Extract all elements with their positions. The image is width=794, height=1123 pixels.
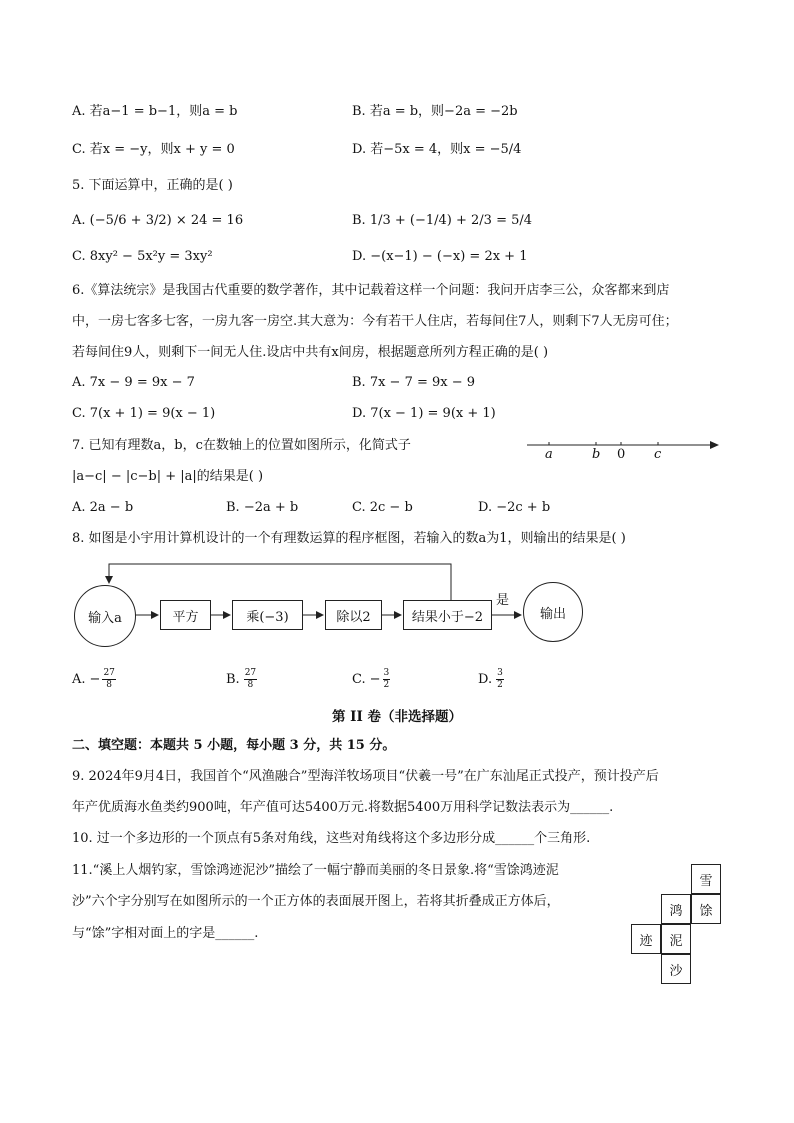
- q10-line1: 10. 过一个多边形的一个顶点有5条对角线，这些对角线将这个多边形分成______个三角形.: [72, 831, 591, 846]
- q11-line2: 沙”六个字分别写在如图所示的一个正方体的表面展开图上，若将其折叠成正方体后，: [72, 894, 560, 909]
- q8-b-denominator: 8: [247, 679, 254, 690]
- q8-c-numerator: 3: [383, 667, 390, 678]
- q7-option-d: D. −2c + b: [478, 500, 551, 515]
- q8-option-b: [226, 664, 257, 694]
- q8-c-fraction: [383, 668, 391, 691]
- axis-label-c: c: [654, 447, 662, 462]
- q8-stem: 8. 如图是小宇用计算机设计的一个有理数运算的程序框图，若输入的数a为1，则输出的结果是( ): [72, 531, 626, 546]
- part2-title: 第 II 卷（非选择题）: [331, 709, 463, 725]
- q6-stem-line1: 6.《算法统宗》是我国古代重要的数学著作，其中记载着这样一个问题：我问开店李三公，众客都来到店: [72, 283, 670, 298]
- q8-b-numerator: 27: [244, 667, 257, 678]
- q8-a-fraction: [102, 668, 115, 691]
- q4-option-a: A. 若a−1 = b−1，则a = b: [72, 104, 238, 119]
- net-cell-remaining: 馀: [691, 894, 721, 924]
- q5-option-d: D. −(x−1) − (−x) = 2x + 1: [352, 249, 528, 264]
- flow-output-circle: 输出: [523, 582, 583, 642]
- q5-option-a: A. (−5/6 + 3/2) × 24 = 16: [72, 213, 244, 228]
- q5-option-c: C. 8xy² − 5x²y = 3xy²: [72, 249, 213, 264]
- net-cell-snow: 雪: [691, 864, 721, 894]
- net-cell-goose: 鸿: [661, 894, 691, 924]
- number-line-arrow: [710, 441, 719, 449]
- q9-line2: 年产优质海水鱼类约900吨，年产值可达5400万元.将数据5400万用科学记数法表示为______.: [72, 800, 614, 815]
- q8-a-sign: −: [89, 671, 101, 687]
- flow-yes-label: 是: [496, 593, 510, 608]
- q8-b-fraction: [244, 668, 257, 691]
- q7-option-c: C. 2c − b: [352, 500, 413, 515]
- q8-d-denominator: 2: [497, 679, 503, 690]
- axis-label-b: b: [592, 447, 601, 462]
- q8-d-prefix: D.: [478, 671, 493, 687]
- net-cell-mud: 泥: [661, 924, 691, 954]
- axis-label-zero: 0: [617, 447, 626, 462]
- q5-option-b: B. 1/3 + (−1/4) + 2/3 = 5/4: [352, 213, 533, 228]
- q11-line3: 与“馀”字相对面上的字是______.: [72, 926, 259, 941]
- cube-net: [630, 864, 722, 986]
- q8-a-prefix: A.: [72, 671, 86, 687]
- q8-c-denominator: 2: [383, 679, 390, 690]
- q8-c-prefix: C.: [352, 671, 366, 687]
- q11-line1: 11.“溪上人烟钓家，雪馀鸿迹泥沙”描绘了一幅宁静而美丽的冬日景象.将“雪馀鸿迹泥: [72, 863, 559, 878]
- q5-stem: 5. 下面运算中，正确的是( ): [72, 178, 233, 193]
- fill-in-section-heading: 二、填空题：本题共 5 小题，每小题 3 分，共 15 分。: [72, 738, 396, 753]
- q6-option-b: B. 7x − 7 = 9x − 9: [352, 375, 476, 390]
- q8-d-fraction: [496, 668, 504, 691]
- flowchart: [70, 555, 580, 655]
- q8-option-c: [352, 664, 390, 694]
- number-line-figure: [525, 433, 725, 465]
- q8-option-d: [478, 664, 504, 694]
- flow-input-circle: 输入a: [74, 585, 136, 647]
- net-cell-trace: 迹: [631, 924, 661, 954]
- q4-option-b: B. 若a = b，则−2a = −2b: [352, 104, 518, 119]
- q8-a-numerator: 27: [103, 667, 115, 678]
- q8-b-prefix: B.: [226, 671, 240, 687]
- q6-option-a: A. 7x − 9 = 9x − 7: [72, 375, 195, 390]
- q6-option-d: D. 7(x − 1) = 9(x + 1): [352, 406, 496, 421]
- flow-divide-box: 除以2: [325, 600, 382, 630]
- q8-option-a: [72, 664, 116, 694]
- q4-option-c: C. 若x = −y，则x + y = 0: [72, 142, 235, 157]
- q6-stem-line3: 若每间住9人，则剩下一间无人住.设店中共有x间房，根据题意所列方程正确的是( ): [72, 345, 549, 360]
- q8-a-denominator: 8: [106, 679, 113, 690]
- q6-option-c: C. 7(x + 1) = 9(x − 1): [72, 406, 216, 421]
- q8-c-sign: −: [369, 671, 381, 687]
- arrow-loop-back: [109, 564, 451, 600]
- q8-d-numerator: 3: [497, 667, 503, 678]
- axis-label-a: a: [545, 447, 553, 462]
- q7-stem-line2: |a−c| − |c−b| + |a|的结果是( ): [72, 469, 264, 484]
- q7-stem-line1: 7. 已知有理数a，b，c在数轴上的位置如图所示，化简式子: [72, 438, 411, 453]
- net-cell-sand: 沙: [661, 954, 691, 984]
- q7-option-b: B. −2a + b: [226, 500, 299, 515]
- flow-decision-box: 结果小于−2: [403, 600, 492, 630]
- q6-stem-line2: 中，一房七客多七客，一房九客一房空.其大意为：今有若干人住店，若每间住7人，则剩下7人无房可住；: [72, 314, 678, 329]
- flow-multiply-box: 乘(−3): [232, 600, 303, 630]
- flow-square-box: 平方: [160, 600, 211, 630]
- q7-option-a: A. 2a − b: [72, 500, 134, 515]
- q9-line1: 9. 2024年9月4日，我国首个“风渔融合”型海洋牧场项目“伏羲一号”在广东汕尾正式投产，预计投产后: [72, 769, 659, 784]
- q4-option-d: D. 若−5x = 4，则x = −5/4: [352, 142, 522, 157]
